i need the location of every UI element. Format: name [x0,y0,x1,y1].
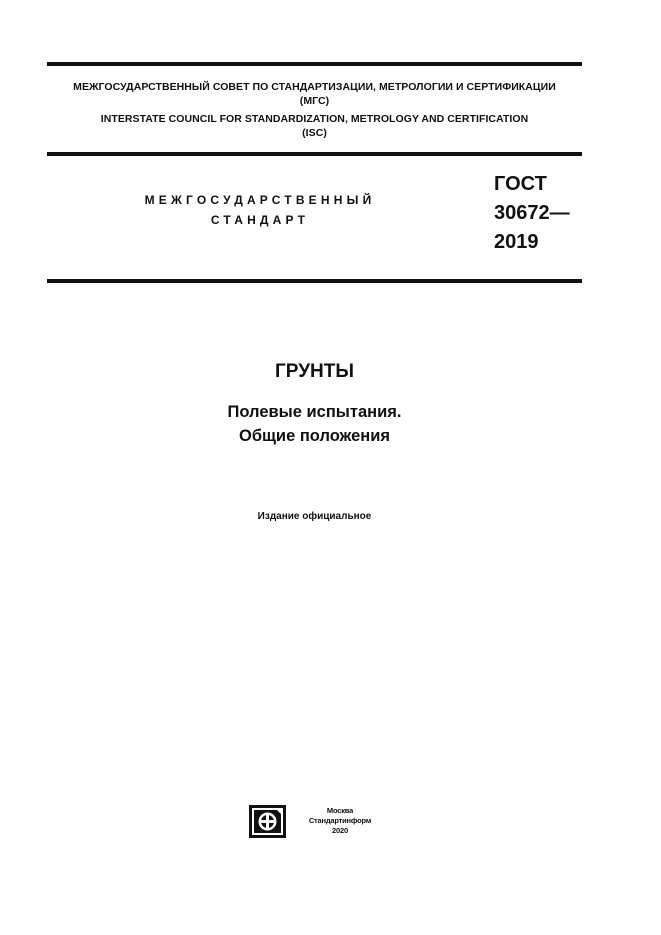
publisher-imprint [298,806,382,836]
document-title: ГРУНТЫ [275,361,354,382]
gost-year: 2019 [494,231,539,253]
standard-designation [494,170,570,257]
standartinform-logo-icon [249,805,286,838]
council-abbr-en: (ISC) [302,127,327,139]
publisher-city: Москва [326,806,354,815]
designation-divider-rule [47,279,582,283]
publisher-name: Стандартинформ [308,816,372,825]
top-rule [47,62,582,66]
standard-type-line1: МЕЖГОСУДАРСТВЕННЫЙ [144,193,376,207]
council-name-ru: МЕЖГОСУДАРСТВЕННЫЙ СОВЕТ ПО СТАНДАРТИЗАЦИИ, МЕТРОЛОГИИ И СЕРТИФИКАЦИИ [73,81,556,93]
publisher-year: 2020 [332,826,348,835]
standard-type-line2: СТАНДАРТ [210,213,310,227]
council-name-en: INTERSTATE COUNCIL FOR STANDARDIZATION, METROLOGY AND CERTIFICATION [100,113,529,125]
document-subtitle-line1: Полевые испытания. [227,403,402,421]
document-subtitle-line2: Общие положения [238,427,390,445]
edition-label: Издание официальное [257,511,372,522]
header-divider-rule [47,152,582,156]
gost-number: 30672— [494,202,570,224]
council-abbr-ru: (МГС) [299,95,330,107]
gost-label: ГОСТ [494,173,547,195]
